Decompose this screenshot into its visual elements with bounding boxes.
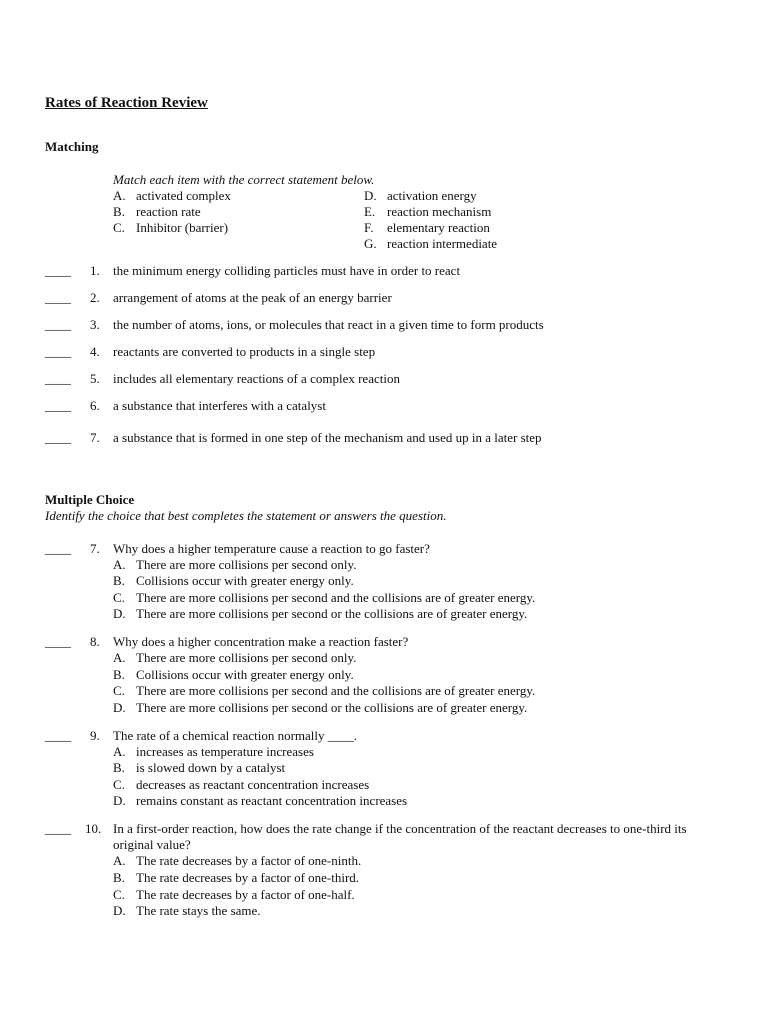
question-text-continued: original value? (113, 837, 191, 852)
answer-blank[interactable]: ____ (45, 344, 71, 359)
answer-blank[interactable]: ____ (45, 821, 71, 836)
matching-item-text: a substance that is formed in one step of the mechanism and used up in a later step (113, 430, 542, 445)
choice-text: The rate decreases by a factor of one-third. (136, 870, 360, 885)
answer-blank[interactable]: ____ (45, 263, 71, 278)
choice-letter: D. (113, 793, 126, 808)
answer-blank[interactable]: ____ (45, 541, 71, 556)
choice-text: There are more collisions per second or the collisions are of greater energy. (136, 606, 528, 621)
matching-option-f-text: elementary reaction (387, 220, 490, 235)
question-number: 10. (85, 821, 102, 836)
answer-blank[interactable]: ____ (45, 317, 71, 332)
answer-blank[interactable]: ____ (45, 634, 71, 649)
question-text: Why does a higher temperature cause a reaction to go faster? (113, 541, 430, 556)
matching-item-text: the number of atoms, ions, or molecules that react in a given time to form products (113, 317, 544, 332)
choice-letter: D. (113, 606, 126, 621)
choice-text: The rate stays the same. (136, 903, 261, 918)
matching-option-e-text: reaction mechanism (387, 204, 492, 219)
matching-item-text: a substance that interferes with a catalyst (113, 398, 326, 413)
choice-letter: B. (113, 667, 125, 682)
answer-blank[interactable]: ____ (45, 371, 71, 386)
choice-letter: D. (113, 700, 126, 715)
matching-heading: Matching (45, 139, 99, 154)
matching-item-text: reactants are converted to products in a single step (113, 344, 376, 359)
choice-letter: C. (113, 590, 125, 605)
matching-option-g-text: reaction intermediate (387, 236, 498, 251)
matching-item-text: includes all elementary reactions of a complex reaction (113, 371, 400, 386)
choice-text: There are more collisions per second only. (136, 650, 357, 665)
choice-text: There are more collisions per second only. (136, 557, 357, 572)
matching-option-a-letter: A. (113, 188, 126, 203)
matching-item-number: 7. (90, 430, 100, 445)
question-text: In a first-order reaction, how does the rate change if the concentration of the reactant decreases to one-third its (113, 821, 687, 836)
question-number: 9. (90, 728, 100, 743)
multiple-choice-instruction: Identify the choice that best completes the statement or answers the question. (45, 508, 447, 523)
choice-letter: A. (113, 650, 126, 665)
choice-letter: D. (113, 903, 126, 918)
choice-text: There are more collisions per second or the collisions are of greater energy. (136, 700, 528, 715)
matching-option-b-text: reaction rate (136, 204, 201, 219)
choice-text: The rate decreases by a factor of one-half. (136, 887, 355, 902)
choice-text: increases as temperature increases (136, 744, 314, 759)
choice-letter: C. (113, 683, 125, 698)
choice-letter: C. (113, 887, 125, 902)
matching-option-e-letter: E. (364, 204, 376, 219)
matching-item-number: 3. (90, 317, 100, 332)
matching-option-g-letter: G. (364, 236, 377, 251)
matching-item-number: 5. (90, 371, 100, 386)
matching-option-c-letter: C. (113, 220, 125, 235)
question-number: 8. (90, 634, 100, 649)
question-text: The rate of a chemical reaction normally ____. (113, 728, 358, 743)
choice-letter: A. (113, 557, 126, 572)
matching-option-d-letter: D. (364, 188, 377, 203)
answer-blank[interactable]: ____ (45, 290, 71, 305)
matching-item-text: arrangement of atoms at the peak of an energy barrier (113, 290, 392, 305)
matching-option-b-letter: B. (113, 204, 125, 219)
matching-item-number: 6. (90, 398, 100, 413)
answer-blank[interactable]: ____ (45, 398, 71, 413)
choice-letter: A. (113, 744, 126, 759)
multiple-choice-heading: Multiple Choice (45, 492, 135, 507)
matching-option-d-text: activation energy (387, 188, 477, 203)
matching-instruction: Match each item with the correct statement below. (113, 172, 375, 187)
matching-option-c-text: Inhibitor (barrier) (136, 220, 229, 235)
answer-blank[interactable]: ____ (45, 728, 71, 743)
choice-text: decreases as reactant concentration increases (136, 777, 370, 792)
question-number: 7. (90, 541, 100, 556)
matching-option-f-letter: F. (364, 220, 374, 235)
choice-text: remains constant as reactant concentration increases (136, 793, 408, 808)
choice-letter: B. (113, 760, 125, 775)
question-text: Why does a higher concentration make a reaction faster? (113, 634, 409, 649)
choice-text: There are more collisions per second and the collisions are of greater energy. (136, 683, 536, 698)
choice-letter: B. (113, 870, 125, 885)
choice-letter: A. (113, 853, 126, 868)
choice-letter: B. (113, 573, 125, 588)
matching-item-number: 1. (90, 263, 100, 278)
matching-item-number: 4. (90, 344, 100, 359)
answer-blank[interactable]: ____ (45, 430, 71, 445)
choice-letter: C. (113, 777, 125, 792)
choice-text: The rate decreases by a factor of one-ninth. (136, 853, 362, 868)
matching-item-text: the minimum energy colliding particles must have in order to react (113, 263, 461, 278)
choice-text: is slowed down by a catalyst (136, 760, 286, 775)
matching-option-a-text: activated complex (136, 188, 231, 203)
page-title: Rates of Reaction Review (45, 95, 208, 111)
matching-item-number: 2. (90, 290, 100, 305)
choice-text: Collisions occur with greater energy only. (136, 667, 354, 682)
choice-text: Collisions occur with greater energy only. (136, 573, 354, 588)
choice-text: There are more collisions per second and the collisions are of greater energy. (136, 590, 536, 605)
